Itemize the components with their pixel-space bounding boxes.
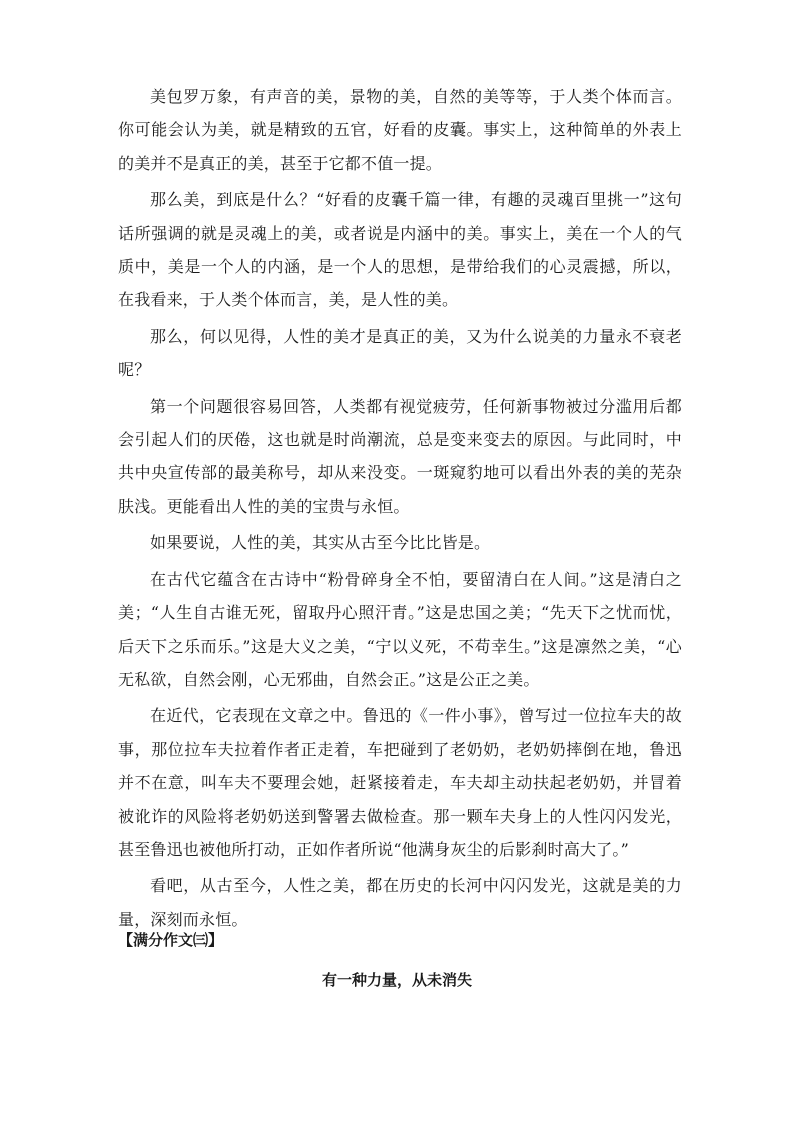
paragraph: 第一个问题很容易回答，人类都有视觉疲劳，任何新事物被过分滥用后都会引起人们的厌倦，这也就是时尚潮流，总是变来变去的原因。与此同时，中共中央宣传部的最美称号，却从来没变。一斑窥豹地可以看出外表的美的芜杂肤浅。更能看出人性的美的宝贵与永恒。 <box>118 396 682 516</box>
paragraph: 那么美，到底是什么？“好看的皮囊千篇一律，有趣的灵魂百里挑一”这句话所强调的就是灵魂上的美，或者说是内涵中的美。事实上，美在一个人的气质中，美是一个人的内涵，是一个人的思想，是带给我们的心灵震撼，所以，在我看来，于人类个体而言，美，是人性的美。 <box>118 190 682 310</box>
paragraph: 看吧，从古至今，人性之美，都在历史的长河中闪闪发光，这就是美的力量，深刻而永恒。 <box>118 876 682 929</box>
section-label: 【满分作文㈢】 <box>118 931 224 949</box>
essay-title: 有一种力量，从未消失 <box>321 971 472 989</box>
paragraph: 在近代，它表现在文章之中。鲁迅的《一件小事》，曾写过一位拉车夫的故事，那位拉车夫拉着作者正走着，车把碰到了老奶奶，老奶奶摔倒在地，鲁迅并不在意，叫车夫不要理会她，赶紧接着走，车夫却主动扶起老奶奶，并冒着被讹诈的风险将老奶奶送到警署去做检查。那一颗车夫身上的人性闪闪发光，甚至鲁迅也被他所打动，正如作者所说“他满身灰尘的后影刹时高大了。” <box>118 706 682 859</box>
paragraph: 如果要说，人性的美，其实从古至今比比皆是。 <box>150 533 491 553</box>
paragraph: 美包罗万象，有声音的美，景物的美，自然的美等等，于人类个体而言。你可能会认为美，就是精致的五官，好看的皮囊。事实上，这种简单的外表上的美并不是真正的美，甚至于它都不值一提。 <box>118 87 682 173</box>
paragraph: 在古代它蕴含在古诗中“粉骨碎身全不怕，要留清白在人间。”这是清白之美；“人生自古谁无死，留取丹心照汗青。”这是忠国之美；“先天下之忧而忧，后天下之乐而乐。”这是大义之美，“宁以义死，不苟幸生。”这是凛然之美，“心无私欲，自然会刚，心无邪曲，自然会正。”这是公正之美。 <box>118 569 682 689</box>
essay-body <box>118 80 682 939</box>
paragraph: 那么，何以见得，人性的美才是真正的美，又为什么说美的力量永不衰老呢？ <box>118 326 682 380</box>
